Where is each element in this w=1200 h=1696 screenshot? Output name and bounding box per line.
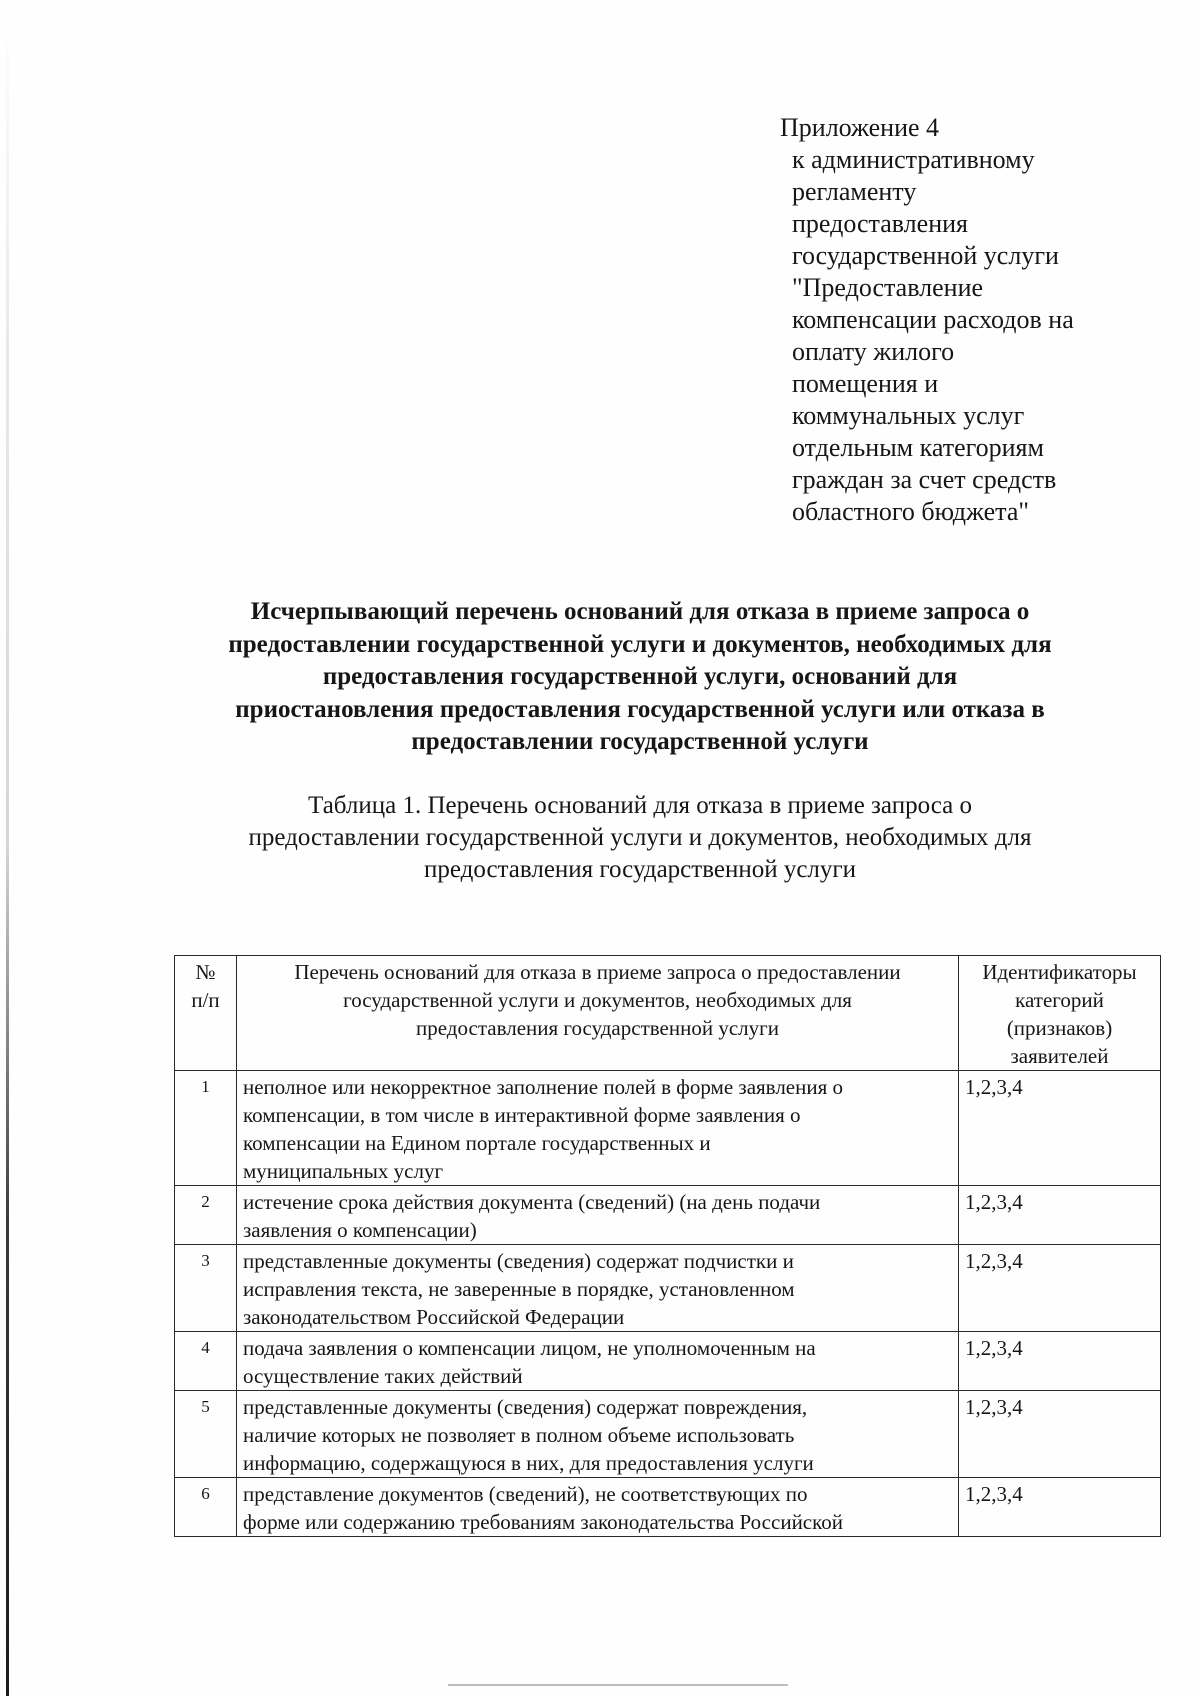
row-number: 4 (175, 1332, 237, 1391)
table-caption-line: предоставлении государственной услуги и документов, необходимых для (248, 824, 1032, 851)
row-reason-line: представленные документы (сведения) содержат повреждения, (243, 1395, 808, 1419)
row-reason (237, 1391, 959, 1478)
scan-edge-mark (6, 0, 9, 1696)
row-reason-line: компенсации, в том числе в интерактивной форме заявления о (243, 1103, 801, 1127)
row-reason (237, 1186, 959, 1245)
table-row (175, 1478, 1161, 1537)
appendix-line: регламенту (792, 177, 917, 206)
row-reason-line: заявления о компенсации) (243, 1218, 477, 1242)
row-number: 2 (175, 1186, 237, 1245)
header-number-line: № (195, 960, 216, 984)
row-reason-line: представление документов (сведений), не соответствующих по (243, 1482, 808, 1506)
appendix-line: государственной услуги (792, 241, 1059, 270)
table-row (175, 1391, 1161, 1478)
row-identifiers: 1,2,3,4 (959, 1332, 1161, 1391)
appendix-line: помещения и (792, 369, 939, 398)
row-identifiers: 1,2,3,4 (959, 1245, 1161, 1332)
row-identifiers: 1,2,3,4 (959, 1478, 1161, 1537)
table-caption (160, 790, 1120, 886)
appendix-line: граждан за счет средств (792, 465, 1057, 494)
row-reason-line: неполное или некорректное заполнение полей в форме заявления о (243, 1075, 844, 1099)
header-identifiers-line: категорий (1015, 988, 1104, 1012)
appendix-line: отдельным категориям (792, 433, 1044, 462)
document-main-title (160, 596, 1120, 759)
appendix-line: областного бюджета" (792, 497, 1029, 526)
row-reason-line: представленные документы (сведения) содержат подчистки и (243, 1249, 794, 1273)
grounds-table (174, 955, 1161, 1537)
row-reason-line: осуществление таких действий (243, 1364, 523, 1388)
appendix-block (780, 112, 1120, 528)
header-identifiers-line: Идентификаторы (982, 960, 1137, 984)
table-row (175, 1245, 1161, 1332)
row-identifiers: 1,2,3,4 (959, 1071, 1161, 1186)
table-caption-line: Таблица 1. Перечень оснований для отказа в приеме запроса о (308, 792, 972, 819)
table-row (175, 1186, 1161, 1245)
main-title-line: предоставлении государственной услуги (411, 728, 869, 755)
appendix-lines (792, 144, 1120, 528)
row-number: 3 (175, 1245, 237, 1332)
header-number (175, 956, 237, 1071)
row-reason (237, 1478, 959, 1537)
row-reason-line: компенсации на Едином портале государственных и (243, 1131, 711, 1155)
table-header-row (175, 956, 1161, 1071)
row-number: 1 (175, 1071, 237, 1186)
row-reason-line: исправления текста, не заверенные в порядке, установленном (243, 1277, 795, 1301)
header-reason-line: предоставления государственной услуги (416, 1016, 779, 1040)
appendix-line: оплату жилого (792, 337, 955, 366)
row-reason-line: муниципальных услуг (243, 1159, 444, 1183)
main-title-line: предоставлении государственной услуги и документов, необходимых для (228, 630, 1052, 658)
table-row (175, 1332, 1161, 1391)
row-reason-line: подача заявления о компенсации лицом, не уполномоченным на (243, 1336, 816, 1360)
appendix-line: предоставления (792, 209, 968, 238)
appendix-line: к административному (792, 145, 1035, 174)
header-identifiers-line: заявителей (1010, 1044, 1109, 1068)
header-number-line: п/п (191, 988, 220, 1012)
row-number: 6 (175, 1478, 237, 1537)
table-caption-line: предоставления государственной услуги (423, 856, 857, 883)
header-reason-line: Перечень оснований для отказа в приеме запроса о предоставлении (294, 960, 901, 984)
main-title-line: приостановления предоставления государственной услуги или отказа в (235, 695, 1045, 723)
scan-bottom-mark (448, 1684, 788, 1686)
row-number: 5 (175, 1391, 237, 1478)
row-reason (237, 1332, 959, 1391)
main-title-line: предоставления государственной услуги, оснований для (322, 663, 958, 690)
row-reason-line: информацию, содержащуюся в них, для предоставления услуги (243, 1451, 814, 1475)
row-reason-line: наличие которых не позволяет в полном объеме использовать (243, 1423, 795, 1447)
row-reason (237, 1071, 959, 1186)
main-title-line: Исчерпывающий перечень оснований для отказа в приеме запроса о (250, 598, 1030, 625)
row-reason-line: истечение срока действия документа (сведений) (на день подачи (243, 1190, 821, 1214)
appendix-line: коммунальных услуг (792, 401, 1025, 430)
row-reason-line: законодательством Российской Федерации (243, 1305, 625, 1329)
row-identifiers: 1,2,3,4 (959, 1391, 1161, 1478)
row-reason-line: форме или содержанию требованиям законодательства Российской (243, 1510, 843, 1534)
row-identifiers: 1,2,3,4 (959, 1186, 1161, 1245)
header-identifiers-line: (признаков) (1006, 1016, 1113, 1040)
appendix-line: компенсации расходов на (792, 305, 1074, 334)
row-reason (237, 1245, 959, 1332)
header-reason (237, 956, 959, 1071)
header-reason-line: государственной услуги и документов, необходимых для (343, 988, 852, 1012)
header-identifiers (959, 956, 1161, 1071)
appendix-title: Приложение 4 (780, 113, 940, 142)
appendix-line: "Предоставление (792, 273, 984, 302)
table-row (175, 1071, 1161, 1186)
